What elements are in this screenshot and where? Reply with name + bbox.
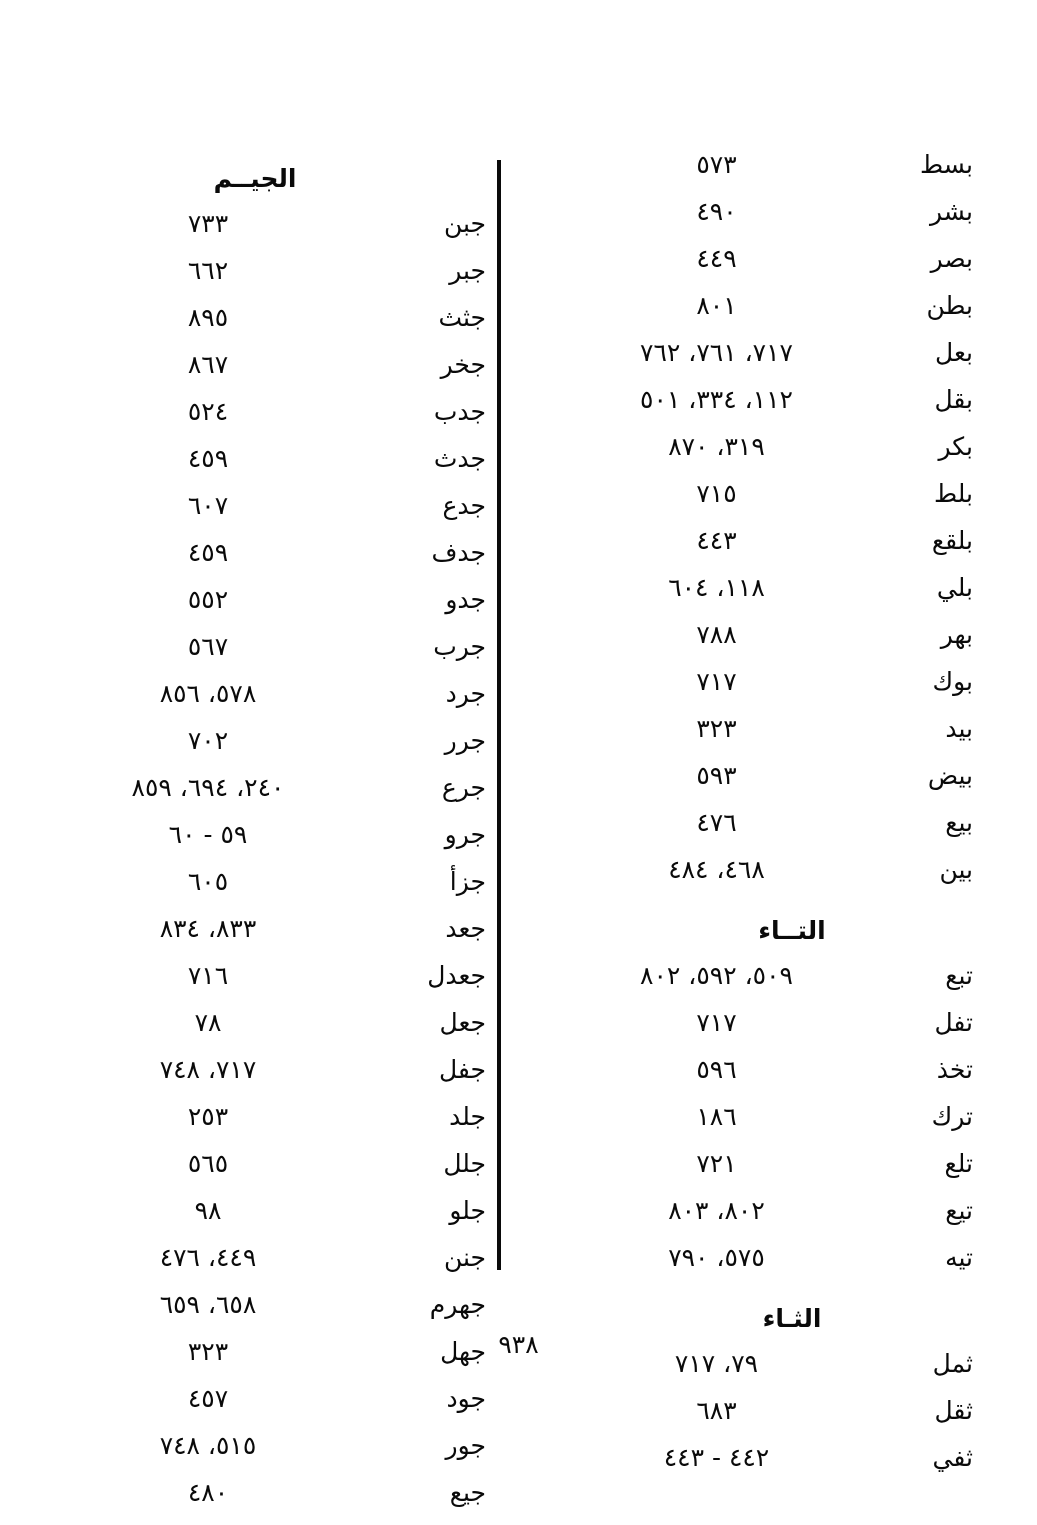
entry-term: جثث — [438, 303, 486, 332]
index-entry — [60, 1478, 490, 1525]
index-entry — [60, 538, 490, 585]
index-entry — [547, 808, 977, 855]
entry-pages: ٥٩٣ — [696, 761, 737, 790]
entry-term: جعدل — [427, 961, 486, 990]
index-entry — [547, 338, 977, 385]
index-entry — [547, 385, 977, 432]
page-number: ٩٣٨ — [498, 1330, 539, 1359]
entry-pages: ٨٦٧ — [187, 350, 229, 379]
index-entry — [60, 1149, 490, 1196]
index-entry — [547, 761, 977, 808]
index-entry — [547, 244, 977, 291]
index-entry — [60, 209, 490, 256]
entry-term: جزأ — [449, 867, 486, 896]
index-entry — [547, 479, 977, 526]
entry-pages: ٩٨ — [194, 1196, 222, 1225]
entry-pages: ٧٨ — [194, 1008, 222, 1037]
entry-pages: ٥٦٧ — [187, 632, 229, 661]
index-entry — [60, 444, 490, 491]
left-index-column — [60, 150, 490, 1525]
entry-pages: ١١٨، ٦٠٤ — [668, 573, 765, 602]
entry-term: بصر — [930, 244, 973, 273]
entry-term: بيض — [927, 761, 973, 790]
entry-term: جدف — [431, 538, 486, 567]
entry-term: جرب — [433, 632, 486, 661]
entry-term: تبع — [945, 961, 973, 990]
section-heading-ta: التــاء — [758, 916, 826, 945]
entry-term: بقل — [934, 385, 973, 414]
entry-term: تيه — [945, 1243, 973, 1272]
entry-pages: ٧٣٣ — [187, 209, 229, 238]
entry-pages: ٦٥٨، ٦٥٩ — [159, 1290, 257, 1319]
index-entry — [60, 1431, 490, 1478]
index-entry — [60, 773, 490, 820]
entry-term: جدب — [433, 397, 486, 426]
index-entry — [547, 291, 977, 338]
entry-pages: ٤٨٠ — [187, 1478, 229, 1507]
entry-term: جلد — [449, 1102, 486, 1131]
entry-pages: ٢٤٠، ٦٩٤، ٨٥٩ — [131, 773, 285, 802]
entry-pages: ٥١٥، ٧٤٨ — [159, 1431, 257, 1460]
index-entry — [547, 1149, 977, 1196]
entry-pages: ٥٠٩، ٥٩٢، ٨٠٢ — [640, 961, 793, 990]
entry-term: جدو — [445, 585, 486, 614]
index-entry — [547, 1243, 977, 1290]
right-index-column — [547, 150, 977, 1525]
entry-pages: ٢٥٣ — [187, 1102, 229, 1131]
index-columns — [60, 150, 977, 1525]
entry-term: بكر — [938, 432, 973, 461]
entry-pages: ٥٦٥ — [187, 1149, 229, 1178]
index-entry — [547, 1396, 977, 1443]
entry-term: جلل — [443, 1149, 486, 1178]
entry-pages: ٥٢٤ — [187, 397, 229, 426]
index-entry — [60, 1384, 490, 1431]
entry-pages: ٨٠٢، ٨٠٣ — [668, 1196, 765, 1225]
entry-term: تلع — [944, 1149, 973, 1178]
entry-pages: ٨٣٣، ٨٣٤ — [159, 914, 257, 943]
entry-pages: ٤٧٦ — [696, 808, 737, 837]
entry-term: جرع — [441, 773, 486, 802]
entry-term: بهر — [940, 620, 973, 649]
section-heading-tha: الثـاء — [762, 1304, 822, 1333]
entry-term: بين — [939, 855, 973, 884]
entry-pages: ٤٥٩ — [187, 538, 229, 567]
index-entry — [547, 714, 977, 761]
entry-pages: ٤٤٩ — [696, 244, 737, 273]
index-entry — [547, 620, 977, 667]
entry-term: جلو — [449, 1196, 486, 1225]
entry-pages: ٧٩، ٧١٧ — [674, 1349, 759, 1378]
index-entry — [60, 1008, 490, 1055]
entry-term: بطن — [926, 291, 973, 320]
entry-pages: ٦٠٧ — [187, 491, 229, 520]
index-entry — [547, 1443, 977, 1490]
index-entry — [547, 1102, 977, 1149]
entry-pages: ٧٨٨ — [696, 620, 737, 649]
index-entry — [60, 256, 490, 303]
index-entry — [60, 726, 490, 773]
entry-term: تيع — [945, 1196, 973, 1225]
index-entry — [60, 679, 490, 726]
index-entry — [60, 820, 490, 867]
index-entry — [60, 632, 490, 679]
entry-term: جخر — [440, 350, 486, 379]
entry-term: جهرم — [429, 1290, 486, 1319]
index-entry — [60, 491, 490, 538]
entry-term: جدع — [442, 491, 486, 520]
entry-pages: ٥٩٦ — [696, 1055, 737, 1084]
entry-pages: ٣٢٣ — [187, 1337, 229, 1366]
entry-term: جبن — [443, 209, 486, 238]
section-heading-jim: الجيــم — [213, 164, 297, 193]
entry-pages: ٥٩ - ٦٠ — [168, 820, 248, 849]
entry-pages: ٨٠١ — [696, 291, 737, 320]
entry-term: ترك — [931, 1102, 973, 1131]
entry-term: جفل — [438, 1055, 486, 1084]
entry-term: بشر — [929, 197, 973, 226]
entry-term: بعل — [935, 338, 973, 367]
index-entry — [547, 197, 977, 244]
entry-term: بلط — [934, 479, 973, 508]
index-entry — [547, 432, 977, 479]
entry-term: جرو — [444, 820, 486, 849]
index-entry — [60, 1055, 490, 1102]
entry-pages: ٤٩٠ — [696, 197, 737, 226]
entry-term: بوك — [932, 667, 973, 696]
entry-term: جرر — [444, 726, 486, 755]
entry-pages: ٥٧٥، ٧٩٠ — [668, 1243, 765, 1272]
index-entry — [60, 397, 490, 444]
entry-pages: ٣٢٣ — [696, 714, 737, 743]
entry-pages: ٥٧٣ — [696, 150, 737, 179]
index-entry — [60, 961, 490, 1008]
entry-pages: ٧١٧، ٧٤٨ — [159, 1055, 257, 1084]
index-entry — [60, 303, 490, 350]
entry-pages: ٤٤٩، ٤٧٦ — [159, 1243, 257, 1272]
index-entry — [547, 150, 977, 197]
entry-pages: ٦٠٥ — [187, 867, 229, 896]
index-entry — [60, 914, 490, 961]
entry-term: جرد — [445, 679, 486, 708]
entry-pages: ٤٤٣ — [696, 526, 737, 555]
entry-term: جود — [446, 1384, 486, 1413]
entry-term: ثقل — [934, 1396, 973, 1425]
index-entry — [547, 1055, 977, 1102]
entry-term: ثفي — [932, 1443, 973, 1472]
index-entry — [547, 1008, 977, 1055]
entry-pages: ٧١٥ — [696, 479, 737, 508]
entry-term: ثمل — [932, 1349, 973, 1378]
entry-pages: ٦٨٣ — [696, 1396, 737, 1425]
entry-term: بسط — [920, 150, 973, 179]
entry-term: جبر — [449, 256, 486, 285]
index-entry — [547, 667, 977, 714]
entry-term: جيع — [449, 1478, 486, 1507]
index-entry — [60, 350, 490, 397]
entry-term: تخذ — [936, 1055, 973, 1084]
entry-pages: ٤٥٧ — [187, 1384, 229, 1413]
entry-term: جنن — [443, 1243, 486, 1272]
entry-pages: ٤٤٢ - ٤٤٣ — [663, 1443, 770, 1472]
index-entry — [60, 1196, 490, 1243]
entry-pages: ١٨٦ — [696, 1102, 737, 1131]
index-entry — [547, 961, 977, 1008]
entry-pages: ٧١٧ — [696, 1008, 737, 1037]
entry-pages: ٧٠٢ — [187, 726, 229, 755]
entry-term: بيع — [945, 808, 973, 837]
entry-term: تفل — [934, 1008, 973, 1037]
entry-pages: ٤٥٩ — [187, 444, 229, 473]
entry-pages: ٧١٦ — [187, 961, 229, 990]
entry-term: بلي — [936, 573, 973, 602]
entry-term: جدث — [433, 444, 486, 473]
entry-pages: ٧١٧ — [696, 667, 737, 696]
entry-term: بلقع — [931, 526, 973, 555]
entry-term: بيد — [945, 714, 973, 743]
index-entry — [60, 1243, 490, 1290]
index-entry — [60, 585, 490, 632]
entry-term: جعل — [439, 1008, 486, 1037]
entry-pages: ٣١٩، ٨٧٠ — [668, 432, 765, 461]
entry-pages: ٦٦٢ — [187, 256, 229, 285]
entry-pages: ٥٥٢ — [187, 585, 229, 614]
index-entry — [547, 526, 977, 573]
entry-pages: ٨٩٥ — [187, 303, 229, 332]
entry-term: جعد — [445, 914, 486, 943]
entry-pages: ٤٦٨، ٤٨٤ — [668, 855, 765, 884]
entry-pages: ٥٧٨، ٨٥٦ — [159, 679, 257, 708]
index-entry — [547, 855, 977, 902]
index-entry — [60, 867, 490, 914]
entry-pages: ٧١٧، ٧٦١، ٧٦٢ — [640, 338, 793, 367]
index-entry — [60, 1102, 490, 1149]
entry-term: جهل — [440, 1337, 486, 1366]
entry-pages: ١١٢، ٣٣٤، ٥٠١ — [640, 385, 793, 414]
index-entry — [547, 1196, 977, 1243]
index-entry — [547, 573, 977, 620]
entry-pages: ٧٢١ — [696, 1149, 737, 1178]
entry-term: جور — [445, 1431, 486, 1460]
